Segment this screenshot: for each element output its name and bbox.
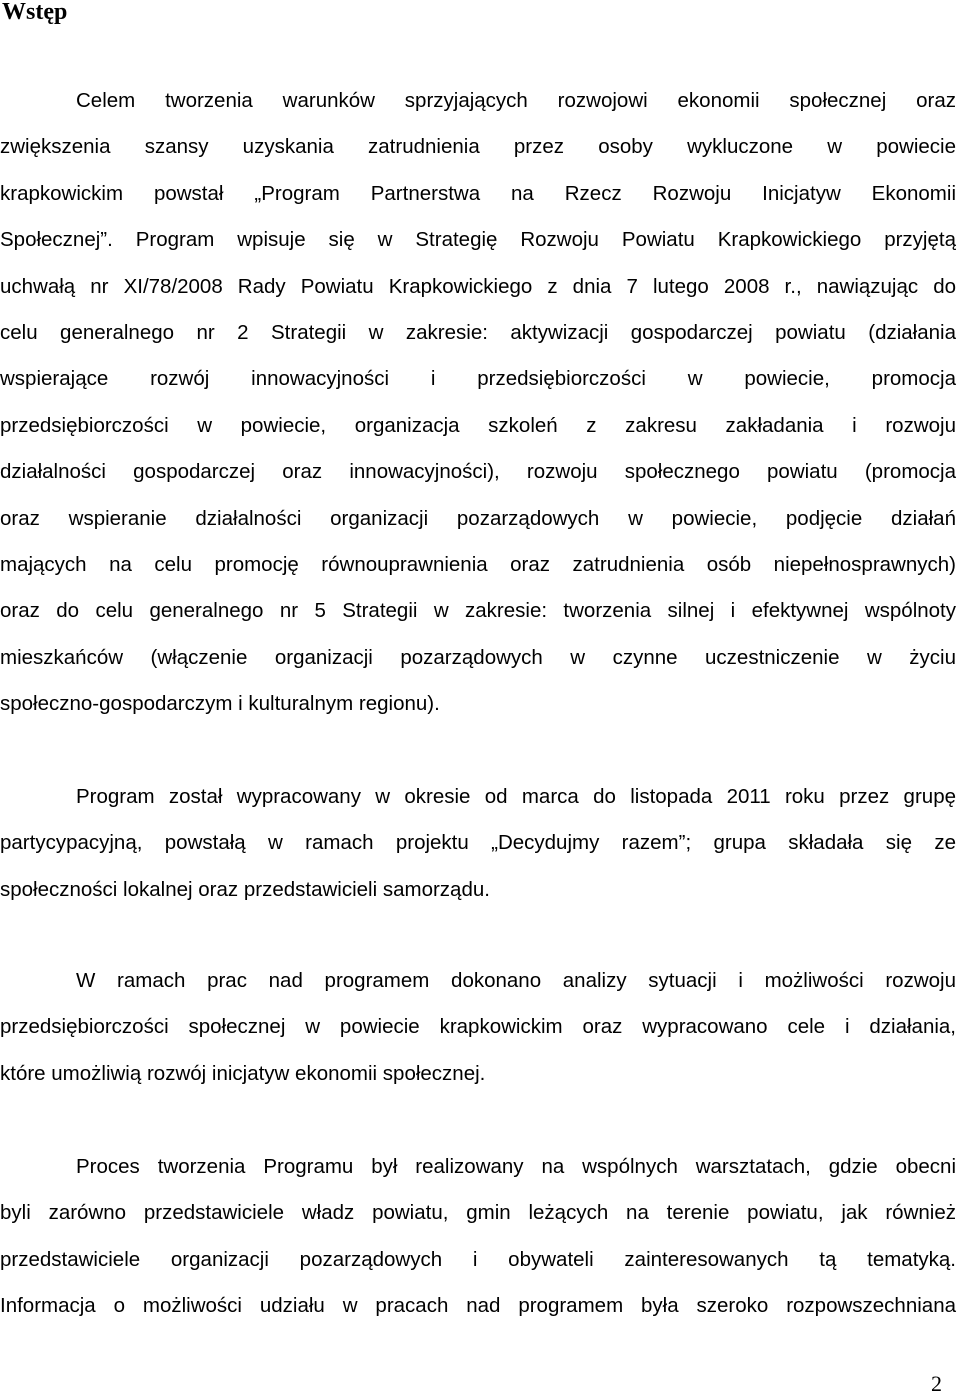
paragraph-1 — [0, 78, 956, 727]
paragraph-line: które umożliwią rozwój inicjatyw ekonomii społecznej. — [0, 1061, 486, 1085]
paragraph-2 — [0, 774, 956, 913]
paragraph-line: przedsiębiorczości społecznej w powiecie krapkowickim oraz wypracowano cele i działania, — [0, 1015, 956, 1039]
paragraph-line: oraz do celu generalnego nr 5 Strategii w zakresie: tworzenia silnej i efektywnej wspólnoty — [0, 599, 956, 623]
paragraph-line: przedstawiciele organizacji pozarządowych i obywateli zainteresowanych tą tematyką. — [0, 1247, 956, 1271]
paragraph-line: przedsiębiorczości w powiecie, organizacja szkoleń z zakresu zakładania i rozwoju — [0, 413, 956, 437]
section-heading: Wstęp — [2, 0, 68, 25]
paragraph-line: społeczności lokalnej oraz przedstawicieli samorządu. — [0, 877, 490, 901]
paragraph-line: oraz wspieranie działalności organizacji pozarządowych w powiecie, podjęcie działań — [0, 506, 956, 530]
paragraph-line: byli zarówno przedstawiciele władz powiatu, gmin leżących na terenie powiatu, jak również — [0, 1201, 956, 1225]
paragraph-line: Informacja o możliwości udziału w pracach nad programem była szeroko rozpowszechniana — [0, 1294, 956, 1318]
page-number: 2 — [931, 1371, 942, 1396]
paragraph-line: działalności gospodarczej oraz innowacyjności), rozwoju społecznego powiatu (promocja — [0, 460, 956, 484]
paragraph-line: Program został wypracowany w okresie od marca do listopada 2011 roku przez grupę — [76, 785, 956, 808]
paragraph-line: Celem tworzenia warunków sprzyjających rozwojowi ekonomii społecznej oraz — [76, 89, 956, 112]
paragraph-line: wspierające rozwój innowacyjności i przedsiębiorczości w powiecie, promocja — [0, 367, 956, 391]
paragraph-line: Proces tworzenia Programu był realizowany na wspólnych warsztatach, gdzie obecni — [76, 1155, 956, 1178]
paragraph-line: W ramach prac nad programem dokonano analizy sytuacji i możliwości rozwoju — [76, 969, 956, 992]
paragraph-line: zwiększenia szansy uzyskania zatrudnienia przez osoby wykluczone w powiecie — [0, 135, 956, 159]
paragraph-4 — [0, 1144, 956, 1330]
paragraph-3 — [0, 958, 956, 1097]
paragraph-line: uchwałą nr XI/78/2008 Rady Powiatu Krapkowickiego z dnia 7 lutego 2008 r., nawiązując do — [0, 274, 956, 298]
paragraph-line: mających na celu promocję równouprawnienia oraz zatrudnienia osób niepełnosprawnych) — [0, 552, 956, 576]
paragraph-line: mieszkańców (włączenie organizacji pozarządowych w czynne uczestniczenie w życiu — [0, 645, 956, 669]
paragraph-line: krapkowickim powstał „Program Partnerstwa na Rzecz Rozwoju Inicjatyw Ekonomii — [0, 181, 956, 205]
paragraph-line: partycypacyjną, powstałą w ramach projektu „Decydujmy razem”; grupa składała się ze — [0, 831, 956, 855]
paragraph-line: celu generalnego nr 2 Strategii w zakresie: aktywizacji gospodarczej powiatu (działania — [0, 320, 956, 344]
paragraph-line: Społecznej”. Program wpisuje się w Strategię Rozwoju Powiatu Krapkowickiego przyjętą — [0, 228, 956, 252]
paragraph-line: społeczno-gospodarczym i kulturalnym regionu). — [0, 692, 440, 716]
